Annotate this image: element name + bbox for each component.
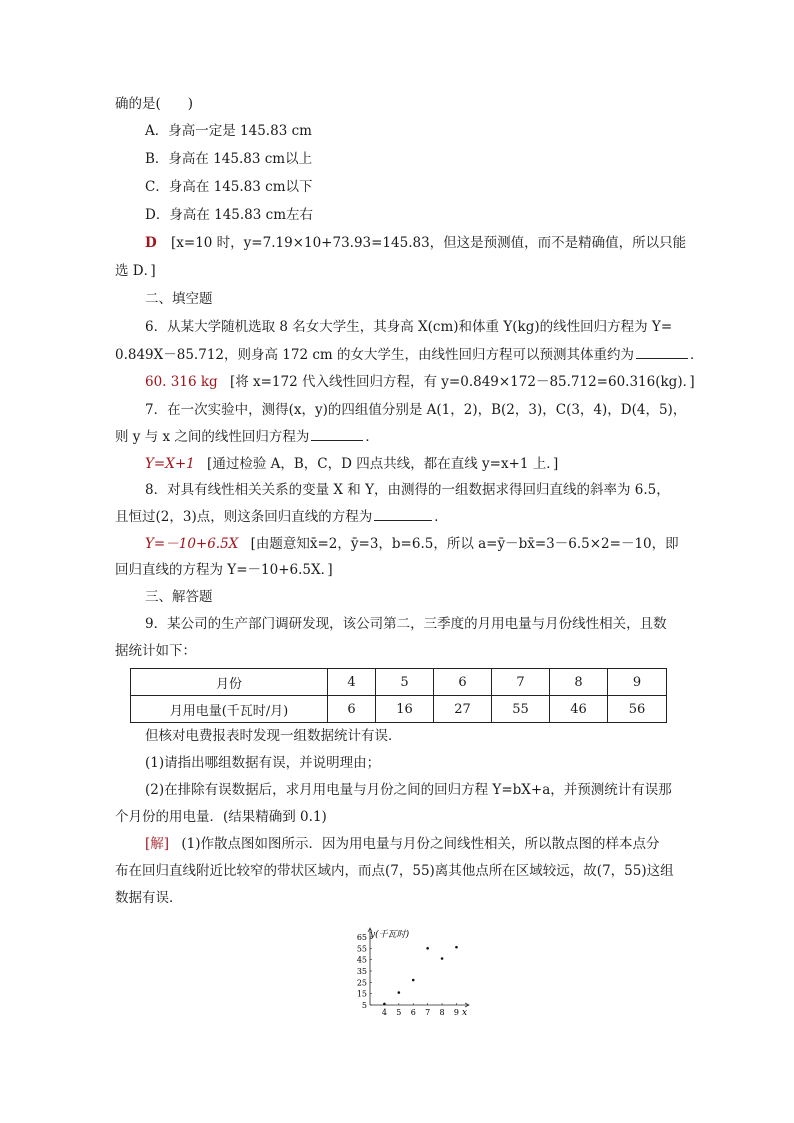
q8-line2-end: ． bbox=[434, 509, 448, 525]
data-point bbox=[426, 947, 429, 950]
table-cell: 8 bbox=[550, 669, 608, 696]
table-cell: 4 bbox=[328, 669, 376, 696]
data-point bbox=[412, 979, 415, 982]
x-tick-label: 7 bbox=[425, 1008, 431, 1017]
data-point bbox=[398, 991, 401, 994]
section-fill-blank-heading: 二、填空题 bbox=[145, 291, 213, 307]
data-point bbox=[455, 946, 458, 949]
y-tick-label: 45 bbox=[356, 955, 367, 965]
q9-sub2-cont: 个月份的用电量．(结果精确到 0.1) bbox=[115, 809, 327, 825]
q5-option-a: A．身高一定是 145.83 cm bbox=[145, 123, 312, 139]
q8-line1: 8．对具有线性相关关系的变量 X 和 Y，由测得的一组数据求得回归直线的斜率为 6.5， bbox=[145, 482, 670, 498]
table-header-usage: 月用电量(千瓦时/月) bbox=[131, 696, 328, 723]
q9-solution-2: 布在回归直线附近比较窄的带状区域内，而点(7，55)离其他点所在区域较远，故(7，55)这组 bbox=[115, 863, 674, 879]
x-tick-label: 9 bbox=[453, 1008, 460, 1017]
table-cell: 56 bbox=[608, 696, 667, 723]
q9-line1: 9．某公司的生产部门调研发现，该公司第二，三季度的月用电量与月份线性相关，且数 bbox=[145, 616, 667, 632]
q5-answer-cont: 选 D．] bbox=[115, 263, 156, 279]
x-tick-label: 6 bbox=[410, 1008, 416, 1017]
q5-option-b: B．身高在 145.83 cm以上 bbox=[145, 151, 313, 167]
solution-label: [解] bbox=[145, 836, 170, 852]
q9-sub1: (1)请指出哪组数据有误，并说明理由； bbox=[145, 755, 381, 771]
y-tick-label: 5 bbox=[361, 1001, 367, 1010]
q5-stem-end: 确的是( ) bbox=[115, 96, 194, 112]
table-cell: 5 bbox=[376, 669, 434, 696]
q5-answer bbox=[145, 234, 686, 252]
data-points bbox=[383, 946, 458, 1005]
table-row-months bbox=[131, 669, 667, 696]
q6-line2-text: 0.849X－85.712，则身高 172 cm 的女大学生，由线性回归方程可以预测其体重约为 bbox=[115, 347, 634, 363]
y-tick-label: 15 bbox=[356, 989, 367, 999]
y-tick-label: 55 bbox=[356, 944, 367, 954]
data-point bbox=[383, 1003, 386, 1006]
q8-answer bbox=[145, 535, 679, 553]
q9-solution bbox=[145, 835, 659, 853]
q8-answer-text: [由题意知x̄=2，ȳ=3，b=6.5，所以 a=ȳ－bx̄=3－6.5×2=－10，即 bbox=[250, 536, 679, 552]
y-axis-label: y(千瓦时) bbox=[370, 930, 410, 940]
q9-line3: 但核对电费报表时发现一组数据统计有误． bbox=[145, 728, 402, 744]
q9-sub2: (2)在排除有误数据后，求月用电量与月份之间的回归方程 Y=bX+a，并预测统计有误那 bbox=[145, 782, 672, 798]
q9-solution-3: 数据有误． bbox=[115, 890, 183, 906]
q7-answer bbox=[145, 455, 558, 473]
scatter-plot bbox=[350, 915, 480, 1021]
q6-blank bbox=[636, 346, 688, 359]
table-row-usage bbox=[131, 696, 667, 723]
q8-line2 bbox=[115, 508, 448, 526]
q6-line2-end: ． bbox=[690, 347, 704, 363]
data-point bbox=[441, 957, 444, 960]
q7-line2 bbox=[115, 428, 379, 446]
q6-line2 bbox=[115, 346, 704, 364]
table-cell: 46 bbox=[550, 696, 608, 723]
x-tick-label: 8 bbox=[439, 1008, 445, 1017]
q5-answer-label: D bbox=[145, 235, 157, 251]
q8-blank bbox=[374, 508, 432, 521]
y-tick-label: 65 bbox=[356, 932, 367, 942]
q6-answer-text: [将 x=172 代入线性回归方程，有 y=0.849×172－85.712=60.316(kg)．] bbox=[229, 374, 695, 390]
table-cell: 6 bbox=[434, 669, 492, 696]
table-cell: 6 bbox=[328, 696, 376, 723]
table-cell: 7 bbox=[492, 669, 550, 696]
x-tick-label: 5 bbox=[396, 1008, 402, 1017]
solution-text: (1)作散点图如图所示．因为用电量与月份之间线性相关，所以散点图的样本点分 bbox=[181, 836, 660, 852]
q6-line1: 6．从某大学随机选取 8 名女大学生，其身高 X(cm)和体重 Y(kg)的线性回归方程为 Y= bbox=[145, 319, 673, 335]
table-cell: 9 bbox=[608, 669, 667, 696]
q8-line2-text: 且恒过(2，3)点，则这条回归直线的方程为 bbox=[115, 509, 373, 525]
table-cell: 55 bbox=[492, 696, 550, 723]
table-cell: 27 bbox=[434, 696, 492, 723]
x-axis-label: x bbox=[462, 1008, 468, 1018]
q8-answer-label: Y=－10+6.5X bbox=[145, 536, 239, 552]
table-header-month: 月份 bbox=[131, 669, 328, 696]
q9-line2: 据统计如下： bbox=[115, 643, 196, 659]
q7-answer-text: [通过检验 A，B，C，D 四点共线，都在直线 y=x+1 上．] bbox=[207, 456, 559, 472]
q5-option-c: C．身高在 145.83 cm以下 bbox=[145, 179, 313, 195]
usage-table bbox=[130, 668, 667, 723]
q5-answer-text: [x=10 时，y=7.19×10+73.93=145.83，但这是预测值，而不是精确值，所以只能 bbox=[171, 235, 687, 251]
table-cell: 16 bbox=[376, 696, 434, 723]
q7-line2-text: 则 y 与 x 之间的线性回归方程为 bbox=[115, 429, 310, 445]
q7-answer-label: Y=X+1 bbox=[145, 456, 195, 472]
q8-answer-cont: 回归直线的方程为 Y=－10+6.5X．] bbox=[115, 562, 333, 578]
y-tick-label: 25 bbox=[356, 978, 367, 988]
y-tick-label: 35 bbox=[356, 966, 367, 976]
q7-line1: 7．在一次实验中，测得(x，y)的四组值分别是 A(1，2)，B(2，3)，C(3，4)，D(4，5)， bbox=[145, 402, 687, 418]
section-solve-heading: 三、解答题 bbox=[145, 589, 213, 605]
q6-answer bbox=[145, 373, 695, 391]
x-tick-label: 4 bbox=[381, 1008, 387, 1017]
q7-line2-end: ． bbox=[365, 429, 379, 445]
q6-answer-label: 60. 316 kg bbox=[145, 374, 218, 390]
q5-option-d: D．身高在 145.83 cm左右 bbox=[145, 207, 314, 223]
q7-blank bbox=[311, 428, 363, 441]
